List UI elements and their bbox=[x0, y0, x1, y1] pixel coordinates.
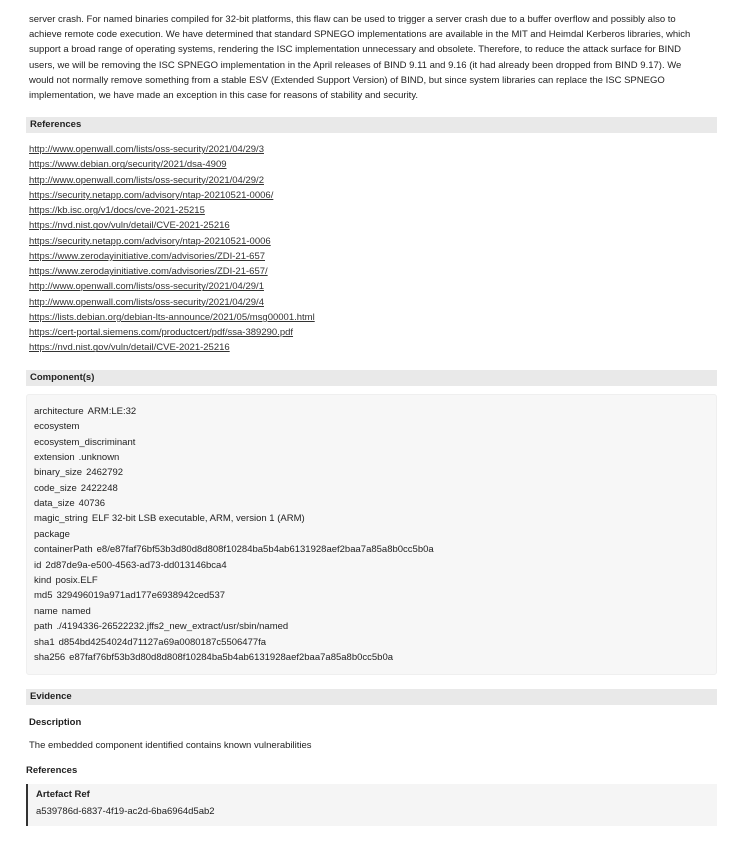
reference-link[interactable]: http://www.openwall.com/lists/oss-security/2021/04/29/1 bbox=[29, 281, 264, 293]
reference-link[interactable]: https://kb.isc.org/v1/docs/cve-2021-25215 bbox=[29, 205, 205, 217]
component-field-value: 329496019a971ad177e6938942ced537 bbox=[56, 590, 226, 602]
component-field-key: binary_size bbox=[34, 467, 83, 479]
component-field-key: magic_string bbox=[34, 513, 88, 525]
reference-link[interactable]: https://www.debian.org/security/2021/dsa-4909 bbox=[29, 159, 227, 171]
component-field-key: ecosystem bbox=[34, 421, 80, 433]
report-page bbox=[0, 12, 741, 826]
artefact-ref-label: Artefact Ref bbox=[36, 789, 90, 801]
reference-link[interactable]: https://cert-portal.siemens.com/productcert/pdf/ssa-389290.pdf bbox=[29, 327, 294, 339]
component-field-row bbox=[34, 496, 716, 511]
component-field-value: 2d87de9a-e500-4563-ad73-dd013146bca4 bbox=[45, 559, 227, 571]
component-field-value: 2462792 bbox=[86, 467, 124, 479]
component-field-value: posix.ELF bbox=[55, 575, 98, 587]
component-field-value: 2422248 bbox=[80, 482, 118, 494]
vulnerability-description-text: server crash. For named binaries compiled for 32-bit platforms, this flaw can be used to trigger a server crash due to a buffer overflow and possibly also to achieve remote code execution. We have determined that standard SPNEGO implementations are available in the MIT and Heimdal Kerberos libraries, which support a broad range of operating systems, rendering the ISC implementation unnecessary and obsolete. Therefore, to reduce the attack surface for BIND users, we will be removing the ISC SPNEGO implementation in the April releases of BIND 9.11 and 9.16 (it had already been dropped from BIND 9.17). We would not normally remove something from a stable ESV (Extended Support Version) of BIND, but since system libraries can replace the ISC SPNEGO implementation, we have made an exception in this case for reasons of stability and security. bbox=[29, 14, 691, 102]
reference-link[interactable]: http://www.openwall.com/lists/oss-security/2021/04/29/4 bbox=[29, 296, 264, 308]
component-details-box bbox=[26, 394, 717, 676]
components-section-header: Component(s) bbox=[26, 370, 717, 386]
component-field-row bbox=[34, 465, 716, 480]
component-field-key: path bbox=[34, 621, 53, 633]
component-field-row bbox=[34, 542, 716, 557]
component-field-value: 40736 bbox=[78, 498, 106, 510]
component-field-value: ARM:LE:32 bbox=[87, 405, 137, 417]
component-field-value: ./4194336-26522232.jffs2_new_extract/usr/sbin/named bbox=[56, 621, 289, 633]
component-field-row bbox=[34, 450, 716, 465]
reference-link[interactable]: https://www.zerodayinitiative.com/advisories/ZDI-21-657 bbox=[29, 250, 266, 262]
component-field-row bbox=[34, 635, 716, 650]
component-field-row bbox=[34, 573, 716, 588]
component-field-key: code_size bbox=[34, 482, 77, 494]
reference-link[interactable]: https://www.zerodayinitiative.com/advisories/ZDI-21-657/ bbox=[29, 266, 268, 278]
component-field-value: e87faf76bf53b3d80d8d808f10284ba5b4ab6131928aef2baa7a85a8b0cc5b0a bbox=[69, 651, 394, 663]
component-field-row bbox=[34, 527, 716, 542]
component-field-row bbox=[34, 435, 716, 450]
evidence-description-label: Description bbox=[29, 717, 82, 729]
component-field-value: d854bd4254024d71127a69a0080187c5506477fa bbox=[58, 636, 267, 648]
reference-link[interactable]: https://security.netapp.com/advisory/ntap-20210521-0006/ bbox=[29, 189, 274, 201]
component-field-row bbox=[34, 650, 716, 665]
component-field-key: sha256 bbox=[34, 651, 66, 663]
reference-link[interactable]: https://security.netapp.com/advisory/ntap-20210521-0006 bbox=[29, 235, 271, 247]
references-section-header: References bbox=[26, 117, 717, 133]
reference-link[interactable]: https://lists.debian.org/debian-lts-announce/2021/05/msg00001.html bbox=[29, 311, 315, 323]
component-field-key: ecosystem_discriminant bbox=[34, 436, 136, 448]
component-field-key: package bbox=[34, 528, 70, 540]
reference-link[interactable]: http://www.openwall.com/lists/oss-security/2021/04/29/2 bbox=[29, 174, 264, 186]
component-field-row bbox=[34, 619, 716, 634]
component-field-value: e8/e87faf76bf53b3d80d8d808f10284ba5b4ab6131928aef2baa7a85a8b0cc5b0a bbox=[96, 544, 434, 556]
component-field-row bbox=[34, 481, 716, 496]
component-field-row bbox=[34, 558, 716, 573]
component-field-row bbox=[34, 511, 716, 526]
component-field-row bbox=[34, 604, 716, 619]
component-field-value: named bbox=[61, 605, 91, 617]
artefact-ref-value: a539786d-6837-4f19-ac2d-6ba6964d5ab2 bbox=[36, 806, 215, 818]
component-field-value: .unknown bbox=[78, 451, 120, 463]
reference-link[interactable]: https://nvd.nist.gov/vuln/detail/CVE-2021-25216 bbox=[29, 342, 230, 354]
reference-link[interactable]: http://www.openwall.com/lists/oss-security/2021/04/29/3 bbox=[29, 144, 264, 156]
references-link-list bbox=[29, 142, 717, 356]
reference-link[interactable]: https://nvd.nist.gov/vuln/detail/CVE-2021-25216 bbox=[29, 220, 230, 232]
component-field-row bbox=[34, 419, 716, 434]
artefact-ref-block bbox=[26, 784, 717, 826]
component-field-key: name bbox=[34, 605, 58, 617]
component-field-key: data_size bbox=[34, 498, 75, 510]
component-field-value: ELF 32-bit LSB executable, ARM, version 1 (ARM) bbox=[91, 513, 305, 525]
evidence-references-label: References bbox=[26, 765, 78, 777]
component-field-row bbox=[34, 588, 716, 603]
component-field-key: containerPath bbox=[34, 544, 93, 556]
component-field-key: architecture bbox=[34, 405, 84, 417]
component-field-key: sha1 bbox=[34, 636, 55, 648]
evidence-description-text: The embedded component identified contains known vulnerabilities bbox=[29, 740, 312, 752]
component-field-key: md5 bbox=[34, 590, 53, 602]
component-field-key: extension bbox=[34, 451, 75, 463]
component-field-key: id bbox=[34, 559, 42, 571]
evidence-section-header: Evidence bbox=[26, 689, 717, 705]
component-field-row bbox=[34, 404, 716, 419]
component-field-key: kind bbox=[34, 575, 52, 587]
